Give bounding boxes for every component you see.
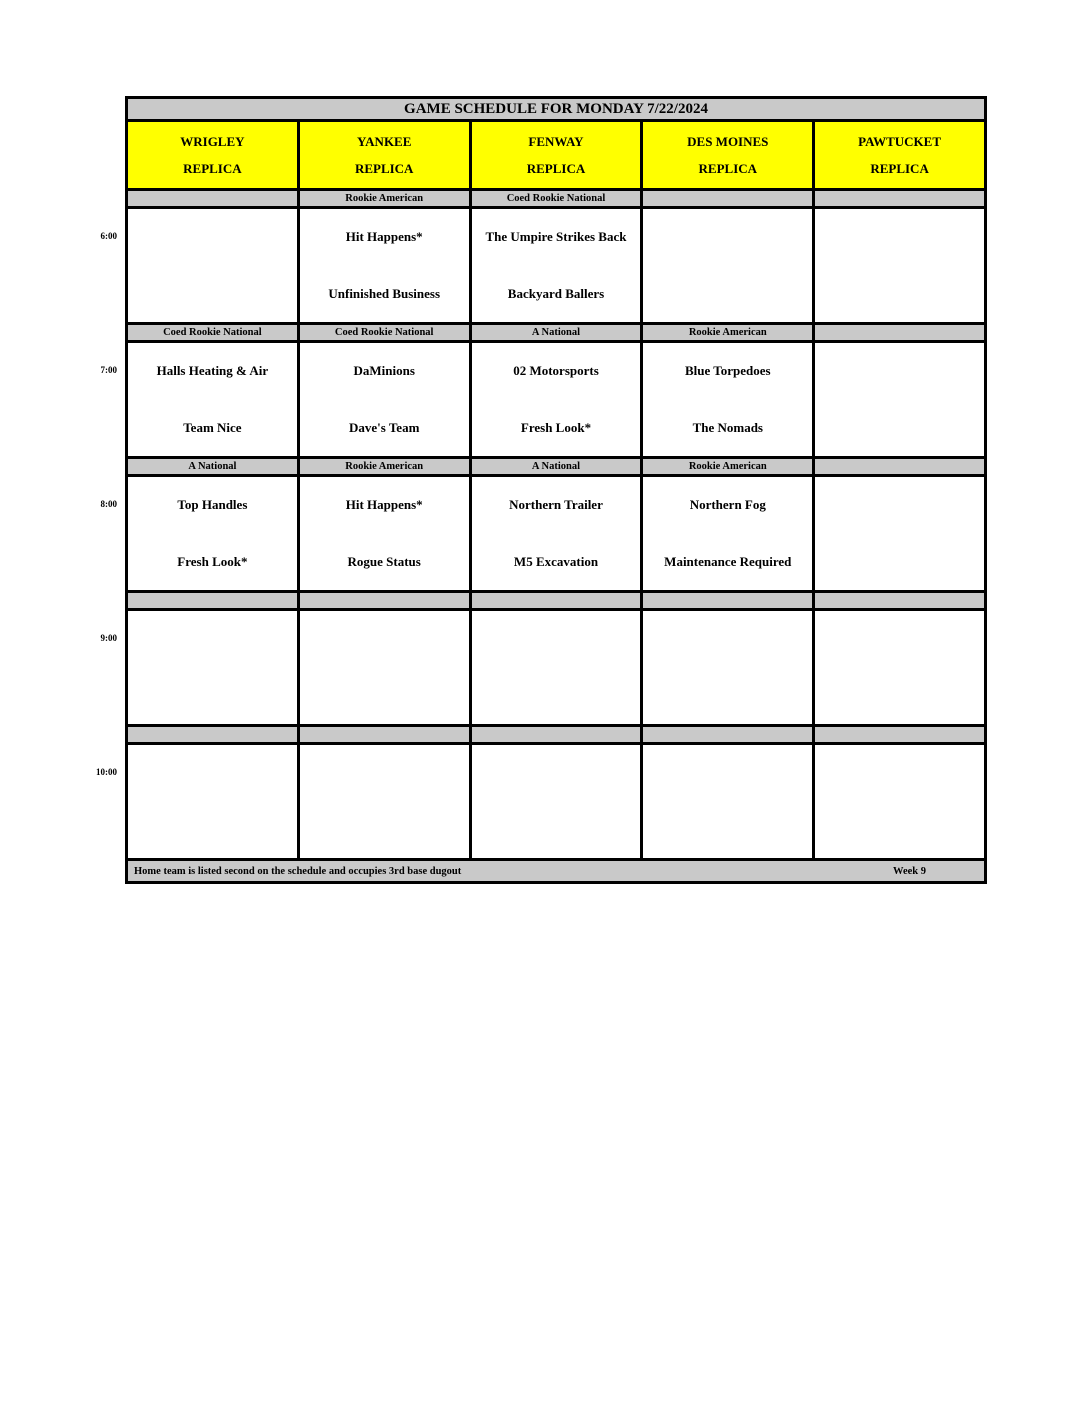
venue-name: PAWTUCKET [858,133,941,149]
division-label: Rookie American [300,191,469,206]
away-team: Northern Trailer [509,497,603,513]
division-label: Coed Rookie National [128,325,297,340]
division-label [300,727,469,742]
division-label: Rookie American [643,325,812,340]
away-team: Northern Fog [689,497,766,513]
game-cell [128,343,297,456]
division-label: Rookie American [300,459,469,474]
division-label [472,727,641,742]
venue-sub: REPLICA [354,160,414,176]
division-label: Coed Rookie National [472,191,641,206]
home-team: Dave's Team [348,419,420,435]
game-cell [815,343,984,456]
home-team: The Nomads [692,419,763,435]
game-cell [815,209,984,322]
home-team: Backyard Ballers [507,285,605,301]
game-cell [472,209,641,322]
game-cell [643,745,812,858]
page-title: GAME SCHEDULE FOR MONDAY 7/22/2024 [128,99,984,119]
away-team: Halls Heating & Air [156,363,269,379]
division-label [815,459,984,474]
column-header-pawtucket [815,122,984,188]
away-team: DaMinions [353,363,415,379]
game-cell [300,209,469,322]
game-cell [643,611,812,724]
game-cell [643,343,812,456]
footer-note: Home team is listed second on the schedule and occupies 3rd base dugout [134,865,462,877]
division-label [643,191,812,206]
game-cell [815,477,984,590]
away-team: Top Handles [177,497,248,513]
away-team: Blue Torpedoes [684,363,771,379]
venue-sub: REPLICA [183,160,242,176]
game-cell [128,477,297,590]
game-cell [128,611,297,724]
venue-sub: REPLICA [870,160,929,176]
game-cell [815,611,984,724]
division-label: A National [472,325,641,340]
column-header-fenway [472,122,641,188]
game-cell [300,745,469,858]
game-cell [472,477,641,590]
division-label [815,325,984,340]
venue-name: WRIGLEY [180,133,245,149]
home-team: Fresh Look* [520,419,592,435]
venue-name: YANKEE [356,133,412,149]
footer [128,861,984,881]
time-label-900: 9:00 [100,633,117,643]
game-cell [815,745,984,858]
game-cell [472,745,641,858]
week-label: Week 9 [893,865,926,877]
venue-sub: REPLICA [526,160,586,176]
venue-name: FENWAY [528,133,584,149]
time-label-1000: 10:00 [96,767,117,777]
home-team: Team Nice [183,419,242,435]
division-label [128,593,297,608]
home-team: Unfinished Business [328,285,441,301]
division-label [643,593,812,608]
game-cell [472,343,641,456]
game-cell [128,745,297,858]
game-cell [643,477,812,590]
time-label-700: 7:00 [100,365,117,375]
division-label [815,191,984,206]
division-label: A National [128,459,297,474]
division-label [128,191,297,206]
division-label: Rookie American [643,459,812,474]
venue-name: DES MOINES [687,133,769,149]
division-label: Coed Rookie National [300,325,469,340]
game-cell [643,209,812,322]
division-label: A National [472,459,641,474]
division-label [300,593,469,608]
column-header-yankee [300,122,469,188]
game-cell [128,209,297,322]
column-header-des-moines [643,122,812,188]
home-team: Fresh Look* [177,553,248,569]
away-team: Hit Happens* [345,229,423,245]
venue-sub: REPLICA [698,160,758,176]
division-label [643,727,812,742]
time-label-800: 8:00 [100,499,117,509]
column-header-wrigley [128,122,297,188]
away-team: Hit Happens* [345,497,423,513]
game-cell [300,343,469,456]
home-team: M5 Excavation [513,553,599,569]
game-cell [300,611,469,724]
home-team: Rogue Status [347,553,421,569]
division-label [815,593,984,608]
game-cell [472,611,641,724]
away-team: 02 Motorsports [513,363,599,379]
time-label-600: 6:00 [100,231,117,241]
schedule-table [125,96,987,884]
away-team: The Umpire Strikes Back [485,229,627,245]
division-label [815,727,984,742]
division-label [472,593,641,608]
home-team: Maintenance Required [664,553,792,569]
game-cell [300,477,469,590]
division-label [128,727,297,742]
